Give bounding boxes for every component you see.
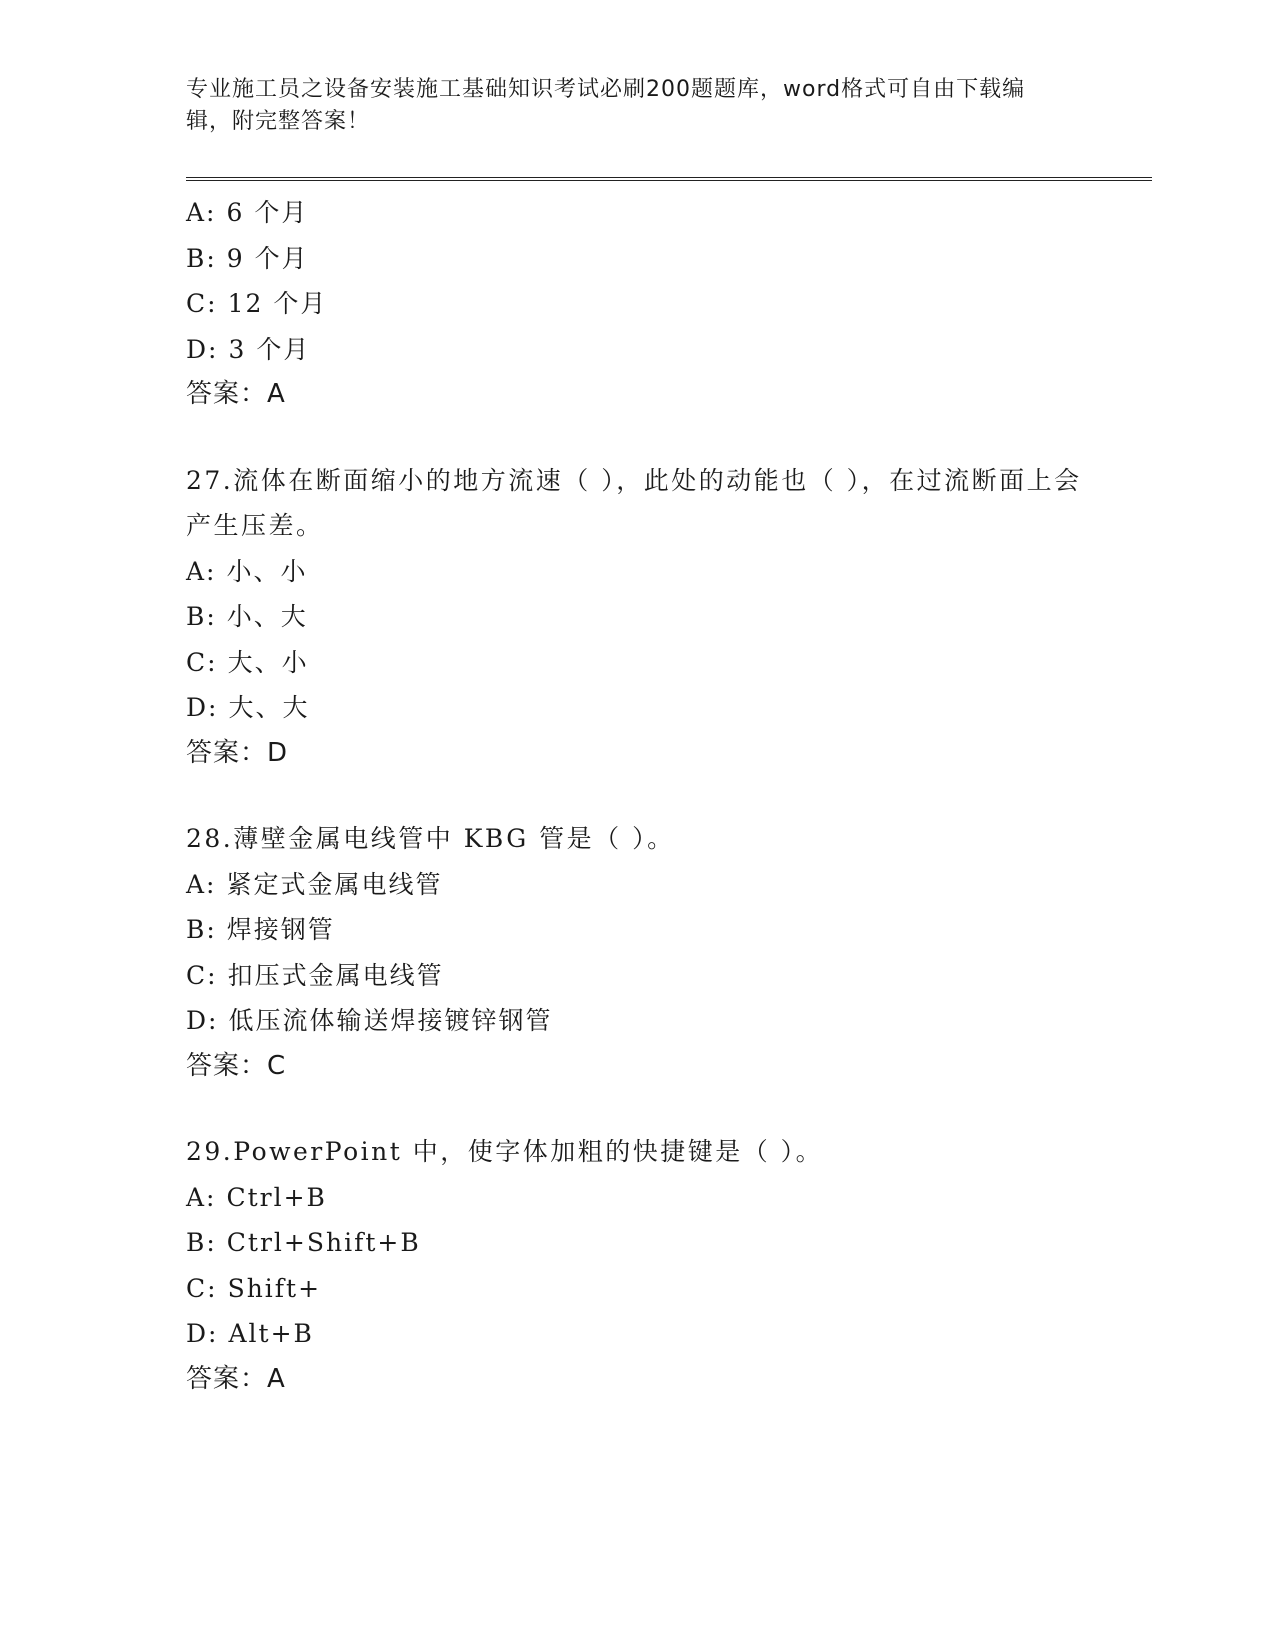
option-text: 扣压式金属电线管 <box>227 960 444 990</box>
option-text: 大、小 <box>227 647 309 677</box>
option-letter: B: <box>186 243 217 273</box>
document-content <box>186 190 1086 1442</box>
answer-line: 答案：A <box>186 379 286 409</box>
option-text: 小、大 <box>226 602 308 631</box>
option-text: 焊接钢管 <box>226 915 335 944</box>
option-d <box>186 998 1086 1044</box>
option-text: 6 个月 <box>226 198 309 227</box>
option-c <box>186 640 1086 686</box>
option-text: 12 个月 <box>227 289 328 318</box>
option-text: 9 个月 <box>226 243 309 273</box>
option-b <box>186 1220 1086 1266</box>
option-a <box>186 549 1086 595</box>
option-letter: A: <box>186 198 217 227</box>
answer-line: 答案：C <box>186 1050 287 1081</box>
option-letter: C: <box>186 1273 218 1303</box>
question-stem: 28.薄壁金属电线管中 KBG 管是（ ）。 <box>186 824 675 853</box>
option-text: 3 个月 <box>228 334 311 364</box>
question-26-continued <box>186 190 1086 418</box>
option-a <box>186 190 1086 236</box>
option-a <box>186 862 1086 908</box>
option-b <box>186 594 1086 640</box>
question-stem: 29.PowerPoint 中，使字体加粗的快捷键是（ ）。 <box>186 1137 824 1166</box>
option-d <box>186 1311 1086 1357</box>
option-c <box>186 1266 1086 1312</box>
option-letter: B: <box>186 915 217 944</box>
option-text: 小、小 <box>226 556 308 586</box>
option-letter: C: <box>186 960 218 990</box>
option-letter: D: <box>186 1319 219 1348</box>
document-header-title: 专业施工员之设备安装施工基础知识考试必刷200题题库，word格式可自由下载编辑，附完整答案！ <box>186 77 1026 134</box>
option-letter: B: <box>186 1228 217 1257</box>
option-c <box>186 953 1086 999</box>
answer-line: 答案：A <box>186 1363 286 1394</box>
option-text: 低压流体输送焊接镀锌钢管 <box>228 1006 553 1035</box>
option-d <box>186 685 1086 731</box>
option-text: Shift+ <box>227 1273 322 1303</box>
option-b <box>186 236 1086 282</box>
option-letter: A: <box>186 556 217 586</box>
option-c <box>186 281 1086 327</box>
option-text: Ctrl+Shift+B <box>226 1228 421 1257</box>
option-letter: B: <box>186 602 217 631</box>
option-letter: A: <box>186 1182 217 1212</box>
option-letter: D: <box>186 1006 219 1035</box>
option-letter: D: <box>186 334 219 364</box>
question-27 <box>186 458 1086 777</box>
answer-line: 答案：D <box>186 737 289 768</box>
question-29 <box>186 1129 1086 1402</box>
option-d <box>186 327 1086 373</box>
option-letter: A: <box>186 869 217 899</box>
option-letter: D: <box>186 693 219 722</box>
header-divider <box>186 177 1152 181</box>
option-text: Alt+B <box>228 1319 314 1348</box>
option-text: 紧定式金属电线管 <box>226 869 443 899</box>
option-letter: C: <box>186 647 218 677</box>
option-text: Ctrl+B <box>226 1182 327 1212</box>
option-letter: C: <box>186 289 218 318</box>
option-a <box>186 1175 1086 1221</box>
question-stem: 27.流体在断面缩小的地方流速（ ），此处的动能也（ ），在过流断面上会产生压差。 <box>186 465 1082 540</box>
question-28 <box>186 816 1086 1089</box>
option-text: 大、大 <box>228 693 310 722</box>
option-b <box>186 907 1086 953</box>
